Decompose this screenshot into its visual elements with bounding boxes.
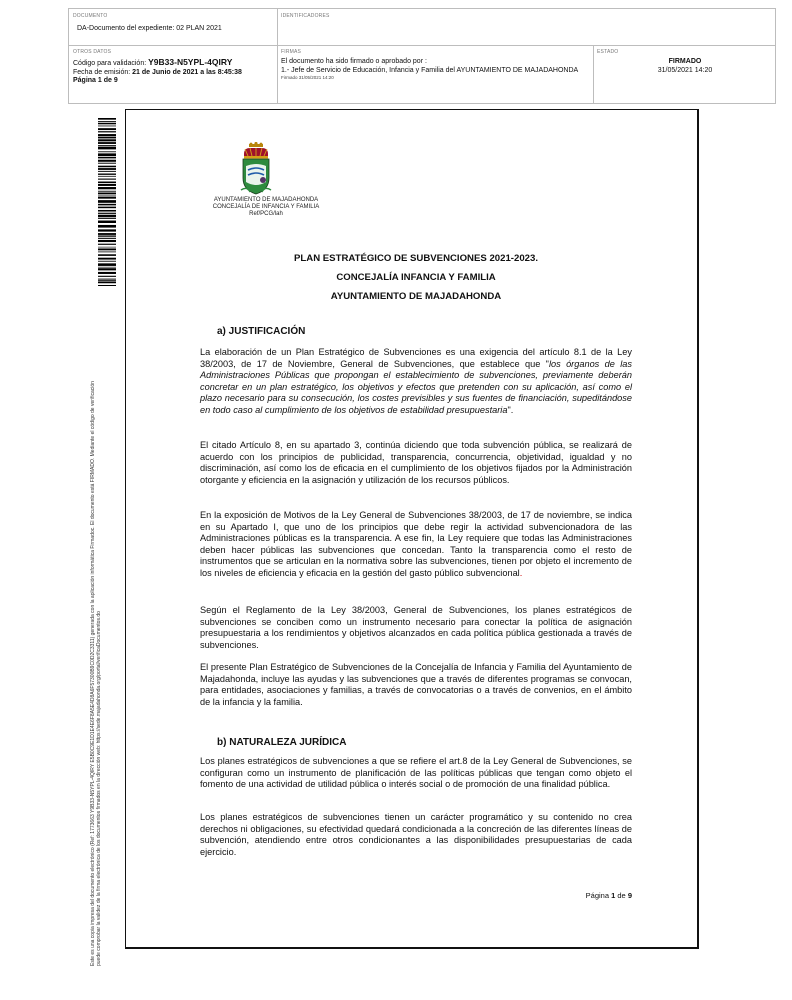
org-line-1: AYUNTAMIENTO DE MAJADAHONDA xyxy=(213,197,319,203)
codigo-value: Y9B33-N5YPL-4QIRY xyxy=(148,57,233,67)
estado-value: FIRMADO xyxy=(668,58,702,65)
firmas-line-2: 1.- Jefe de Servicio de Educación, Infancia y Familia del AYUNTAMIENTO DE MAJADAHONDA xyxy=(281,66,579,74)
page-label: Página xyxy=(585,891,610,900)
page-number-footer xyxy=(560,891,632,900)
identificadores-cell xyxy=(281,13,330,19)
paragraph-naturaleza-2: Los planes estratégicos de subvenciones tienen un carácter programático y su contenido no crea derechos ni obligaciones, su efectividad quedará condicionada a la concreción de las diferentes líneas de subvención, atendiendo entre otros condicionantes a las disponibilidades presupuestarias de cada ejercicio. xyxy=(200,812,632,857)
page-of: de xyxy=(617,891,626,900)
side-validation-text xyxy=(90,286,102,966)
estado-label: ESTADO xyxy=(597,49,619,55)
quote-close: ". xyxy=(507,404,514,415)
estado-cell xyxy=(597,49,773,75)
identificadores-label: IDENTIFICADORES xyxy=(281,13,330,19)
fecha-value: 21 de Junio de 2021 a las 8:45:38 xyxy=(132,68,242,76)
law-quote: los órganos de las Administraciones Públicas que propongan el establecimiento de subvenciones, previamente deberán concretar en un plan estratégico, los objetivos y efectos que pretenden con su aplicación, así como el plazo necesario para su consecución, los costes previsibles y sus fuentes de financiación, supeditándose en todo caso al cumplimiento de los objetivos de estabilidad presupuestaria xyxy=(200,358,632,415)
documento-label: DOCUMENTO xyxy=(73,13,108,19)
firmas-line-1: El documento ha sido firmado o aprobado por : xyxy=(281,58,427,65)
barcode-icon xyxy=(98,118,116,286)
otros-datos-label: OTROS DATOS xyxy=(73,49,112,55)
org-line-2: CONCEJALÍA DE INFANCIA Y FAMILIA xyxy=(212,204,320,210)
majadahonda-coat-of-arms-icon xyxy=(238,142,274,196)
firmas-line-3: Firmado 31/05/2021 14:20 xyxy=(281,75,334,81)
signature-header xyxy=(68,8,776,104)
paragraph-naturaleza-1: Los planes estratégicos de subvenciones a que se refiere el art.8 de la Ley General de Subvenciones, se configuran como un instrumento de planificación de las políticas públicas que tengan como objeto el fomento de una actividad de utilidad pública o interés social o de promoción de una finalidad pública. xyxy=(200,756,632,790)
page-total: 9 xyxy=(627,891,632,900)
paragraph-text: En la exposición de Motivos de la Ley General de Subvenciones 38/2003, de 17 de noviembre, se indica en su Apartado I, que uno de los principios que debe regir la actividad subvencionadora de las Administraciones públicas es la transparencia. A ese fin, la Ley requiere que todas las Administraciones deben hacer públicas las subvenciones que concedan. Tanto la transparencia como el resto de instrumentos que se articulan en la normativa sobre las subvenciones, tienen por objeto el incremento de los niveles de eficiencia y eficacia en la gestión del gasto público subvencional xyxy=(200,510,632,578)
codigo-label: Código para validación: xyxy=(73,60,147,67)
paragraph-justificacion-4: Según el Reglamento de la Ley 38/2003, General de Subvenciones, los planes estratégicos de subvenciones se conciben como un instrumento necesario para conectar la política de asignación presupuestaria a los rendimientos y objetivos alcanzados en cada política pública gestionada a través de subvenciones. xyxy=(200,605,632,650)
documento-value: DA-Documento del expediente: 02 PLAN 2021 xyxy=(77,25,222,32)
section-heading-justificacion: a) JUSTIFICACIÓN xyxy=(217,326,306,337)
org-reference: Ref/PCG/lah xyxy=(249,211,283,217)
paragraph-justificacion-2: El citado Artículo 8, en su apartado 3, continúa diciendo que toda subvención pública, se realizará de acuerdo con los principios de publicidad, transparencia, concurrencia, objetividad, igualdad y no discriminación, así como los de eficacia en el cumplimiento de los objetivos fijados por la Administración otorgante y eficiencia en la asignación y utilización de los recursos públicos. xyxy=(200,440,632,485)
document-title-line-3: AYUNTAMIENTO DE MAJADAHONDA xyxy=(330,291,502,302)
firmas-label: FIRMAS xyxy=(281,49,302,55)
documento-cell xyxy=(73,13,222,34)
firmas-cell xyxy=(281,49,589,80)
header-page-count: Página 1 de 9 xyxy=(73,77,118,85)
paragraph-justificacion-3 xyxy=(200,510,632,580)
side-text-line-1: Este es una copia impresa del documento electrónico (Ref: 1773663 Y9B33-N5YPL-4QIRY E5B0C9E1D1E4E6F8A5E4D8A6F57300B9C0D2C3311) generada con la aplicación informática Firmadoc. El documento está FIRMADO. Mediante el código de verificación xyxy=(90,381,96,966)
section-heading-naturaleza-juridica: b) NATURALEZA JURÍDICA xyxy=(217,737,347,748)
paragraph-end-mark: . xyxy=(519,567,523,578)
document-title-line-2: CONCEJALÍA INFANCIA Y FAMILIA xyxy=(336,272,496,283)
paragraph-justificacion-5: El presente Plan Estratégico de Subvenciones de la Concejalía de Infancia y Familia del Ayuntamiento de Majadahonda, incluye las ayudas y las subvenciones que a través de diferentes programas se convocan, para entidades, asociaciones y familias, a través de convocatorias o a través de convenios, en el ámbito de la infancia y la familia. xyxy=(200,662,632,707)
estado-date: 31/05/2021 14:20 xyxy=(657,66,713,74)
fecha-label: Fecha de emisión: xyxy=(73,68,131,76)
side-text-line-2: puede comprobar la validez de la firma electrónica de los documentos firmados en la dirección web: https://sede.majadahonda.org/portal/verificaDocumentos.do xyxy=(96,611,103,966)
otros-datos-cell xyxy=(73,49,273,86)
paragraph-justificacion-1 xyxy=(200,347,632,417)
document-title-line-1: PLAN ESTRATÉGICO DE SUBVENCIONES 2021-2023. xyxy=(294,253,538,264)
page-current: 1 xyxy=(611,891,616,900)
paragraph-text: La elaboración de un Plan Estratégico de Subvenciones es una exigencia del artículo 8.1 de la Ley 38/2003, de 17 de Noviembre, General de Subvenciones, que establece que " xyxy=(200,347,632,369)
issuing-organization xyxy=(196,197,336,218)
